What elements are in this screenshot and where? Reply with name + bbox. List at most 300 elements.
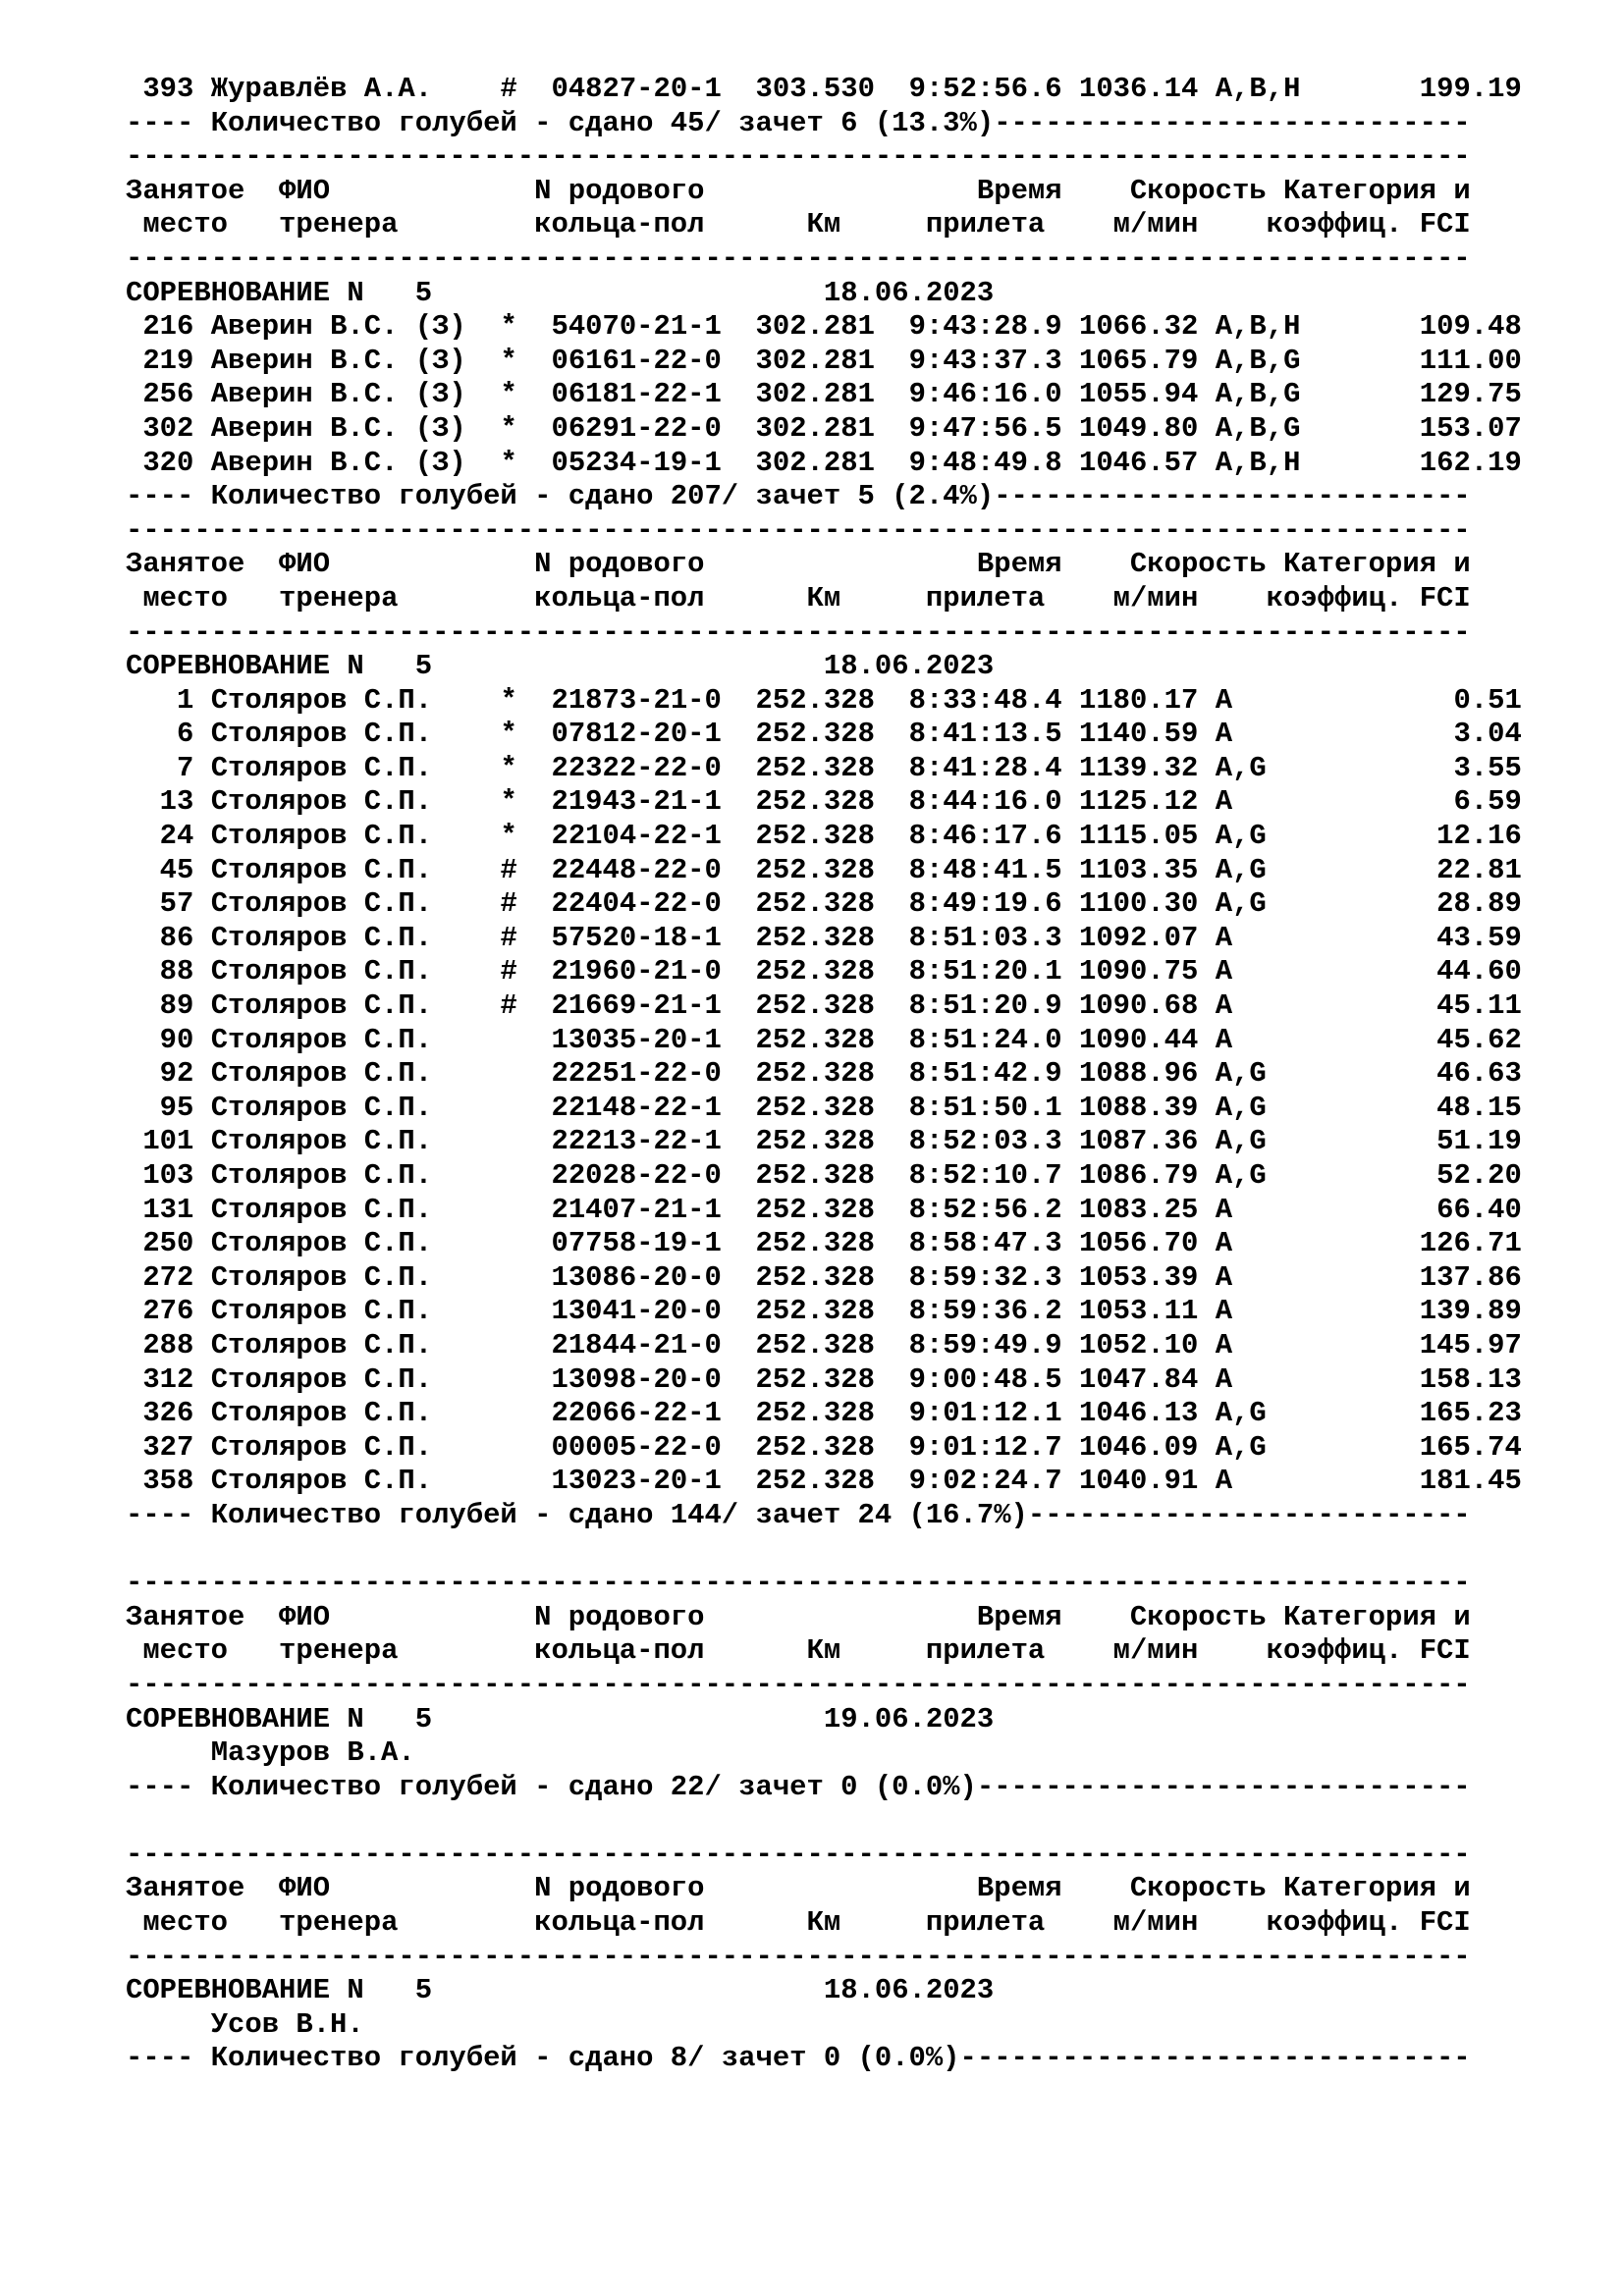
distance-km: 252.328 [755,751,875,784]
distance-km: 252.328 [755,1057,875,1091]
category: A,B,G [1215,344,1318,377]
result-row: 276 Столяров С.П. 13041-20-0 252.328 8:59:36.2 1053.11 A 139.89 [126,1295,1522,1328]
ring-number: 04827-20-1 [551,73,722,105]
participant: Усов В.Н. [210,2007,364,2041]
arrival-time: 9:52:56.6 [908,73,1062,105]
fci-coef: 28.89 [1317,887,1522,921]
distance-km: 302.281 [755,411,875,445]
fci-coef: 0.51 [1317,683,1522,717]
category: A,G [1215,853,1318,886]
fci-coef: 44.60 [1317,955,1522,988]
distance-km: 252.328 [755,1125,875,1158]
category: A [1215,1227,1318,1260]
result-row: 89 Столяров С.П. # 21669-21-1 252.328 8:51:20.9 1090.68 A 45.11 [126,989,1522,1023]
distance-km: 252.328 [755,1295,875,1328]
trainer-name: Аверин В.С. (З) [210,446,484,479]
result-row: 6 Столяров С.П. * 07812-20-1 252.328 8:41:13.5 1140.59 A 3.04 [126,718,1522,751]
result-row: 288 Столяров С.П. 21844-21-0 252.328 8:59:49.9 1052.10 A 145.97 [126,1328,1522,1362]
participant: Мазуров В.А. [210,1736,415,1770]
arrival-time: 9:46:16.0 [908,378,1062,411]
speed: 1115.05 [1079,820,1199,853]
speed: 1090.68 [1079,989,1199,1023]
result-row: 393 Журавлёв А.А. # 04827-20-1 303.530 9:52:56.6 1036.14 A,B,H 199.19 [126,73,1522,105]
arrival-time: 8:51:50.1 [908,1091,1062,1124]
category: A [1215,921,1318,954]
distance-km: 252.328 [755,1023,875,1056]
result-row: 7 Столяров С.П. * 22322-22-0 252.328 8:41:28.4 1139.32 A,G 3.55 [126,751,1522,784]
distance-km: 252.328 [755,1159,875,1192]
distance-km: 252.328 [755,1091,875,1124]
fci-coef: 145.97 [1317,1328,1522,1362]
result-row: 327 Столяров С.П. 00005-22-0 252.328 9:01:12.7 1046.09 A,G 165.74 [126,1430,1522,1464]
category: A [1215,989,1318,1023]
competition-date: 18.06.2023 [823,276,995,309]
result-row: 302 Аверин В.С. (З) * 06291-22-0 302.281 9:47:56.5 1049.80 A,B,G 153.07 [126,411,1522,445]
category: A [1215,1260,1318,1294]
mark: * [500,751,517,784]
summary-line: ---- Количество голубей - сдано 144/ зачет 24 (16.7%)-------------------------- [126,1498,1471,1531]
speed: 1046.13 [1079,1397,1199,1430]
distance-km: 252.328 [755,1465,875,1498]
header-row-1: Занятое ФИО N родового Время Скорость Категория и [126,174,1471,207]
distance-km: 252.328 [755,1430,875,1464]
trainer-name: Столяров С.П. [210,1091,484,1124]
speed: 1083.25 [1079,1193,1199,1226]
distance-km: 252.328 [755,1193,875,1226]
mark: # [500,921,517,954]
speed: 1053.11 [1079,1295,1199,1328]
trainer-name: Столяров С.П. [210,853,484,886]
competition-label: СОРЕВНОВАНИЕ N [126,1974,364,2007]
speed: 1055.94 [1079,378,1199,411]
mark [500,1227,516,1259]
category: A,G [1215,887,1318,921]
category: A [1215,718,1318,751]
distance-km: 252.328 [755,1397,875,1430]
arrival-time: 9:43:37.3 [908,344,1062,377]
fci-coef: 162.19 [1317,446,1522,479]
result-row: 45 Столяров С.П. # 22448-22-0 252.328 8:48:41.5 1103.35 A,G 22.81 [126,853,1522,886]
ring-number: 06161-22-0 [551,344,722,377]
ring-number: 21873-21-0 [551,683,722,717]
ring-number: 22066-22-1 [551,1397,722,1430]
competition-line [126,1703,1522,1737]
divider-line: ------------------------------------------------------------------------------- [126,1668,1471,1701]
result-row: 92 Столяров С.П. 22251-22-0 252.328 8:51:42.9 1088.96 A,G 46.63 [126,1057,1522,1091]
summary-line: ---- Количество голубей - сдано 207/ зачет 5 (2.4%)---------------------------- [126,480,1471,513]
distance-km: 302.281 [755,310,875,344]
category: A,G [1215,1430,1318,1464]
arrival-time: 8:51:24.0 [908,1023,1062,1056]
category: A [1215,1295,1318,1328]
speed: 1090.44 [1079,1023,1199,1056]
arrival-time: 8:49:19.6 [908,887,1062,921]
divider-line: ------------------------------------------------------------------------------- [126,513,1471,547]
competition-label: СОРЕВНОВАНИЕ N [126,1702,364,1735]
trainer-name: Столяров С.П. [210,1362,484,1396]
header-row-2: место тренера кольца-пол Км прилета м/мин коэффиц. FCI [126,1906,1471,1940]
competition-line [126,650,1522,684]
competition-number: 5 [414,1702,433,1735]
distance-km: 252.328 [755,1227,875,1260]
mark [500,1057,516,1090]
result-row: 1 Столяров С.П. * 21873-21-0 252.328 8:33:48.4 1180.17 A 0.51 [126,683,1522,717]
speed: 1040.91 [1079,1465,1199,1498]
category: A,G [1215,1159,1318,1192]
category: A [1215,1193,1318,1226]
speed: 1066.32 [1079,310,1199,344]
result-row: 358 Столяров С.П. 13023-20-1 252.328 9:02:24.7 1040.91 A 181.45 [126,1465,1522,1498]
mark: # [500,955,517,988]
arrival-time: 8:52:03.3 [908,1125,1062,1158]
blank-line [126,1533,1522,1568]
ring-number: 21943-21-1 [551,785,722,819]
mark: * [500,446,517,479]
category: A,G [1215,820,1318,853]
mark: * [500,718,517,751]
header-row-2: место тренера кольца-пол Км прилета м/мин коэффиц. FCI [126,1634,1471,1668]
distance-km: 303.530 [755,73,875,105]
speed: 1056.70 [1079,1227,1199,1260]
fci-coef: 153.07 [1317,411,1522,445]
header-row-2: место тренера кольца-пол Км прилета м/мин коэффиц. FCI [126,208,1471,241]
mark [500,1092,516,1124]
category: A,G [1215,1125,1318,1158]
summary-line: ---- Количество голубей - сдано 45/ зачет 6 (13.3%)---------------------------- [126,106,1471,139]
category: A [1215,955,1318,988]
category: A,G [1215,751,1318,784]
fci-coef: 3.55 [1317,751,1522,784]
mark [500,1024,516,1056]
distance-km: 252.328 [755,1328,875,1362]
competition-number: 5 [414,650,433,683]
mark [500,1329,516,1362]
fci-coef: 43.59 [1317,921,1522,954]
blank-line [126,1804,1522,1839]
ring-number: 13098-20-0 [551,1362,722,1396]
result-row: 250 Столяров С.П. 07758-19-1 252.328 8:58:47.3 1056.70 A 126.71 [126,1227,1522,1260]
fci-coef: 126.71 [1317,1227,1522,1260]
distance-km: 302.281 [755,446,875,479]
arrival-time: 8:51:20.9 [908,989,1062,1023]
speed: 1047.84 [1079,1362,1199,1396]
category: A,B,H [1215,73,1318,105]
ring-number: 13023-20-1 [551,1465,722,1498]
ring-number: 00005-22-0 [551,1430,722,1464]
mark: # [500,887,517,921]
divider-line: ------------------------------------------------------------------------------- [126,140,1471,174]
distance-km: 302.281 [755,378,875,411]
ring-number: 22148-22-1 [551,1091,722,1124]
fci-coef: 6.59 [1317,785,1522,819]
distance-km: 252.328 [755,820,875,853]
result-row: 216 Аверин В.С. (З) * 54070-21-1 302.281 9:43:28.9 1066.32 A,B,H 109.48 [126,310,1522,344]
speed: 1046.09 [1079,1430,1199,1464]
fci-coef: 22.81 [1317,853,1522,886]
competition-date: 19.06.2023 [823,1702,995,1735]
mark: * [500,378,517,411]
speed: 1049.80 [1079,411,1199,445]
category: A [1215,1362,1318,1396]
fci-coef: 111.00 [1317,344,1522,377]
speed: 1090.75 [1079,955,1199,988]
divider-line: ------------------------------------------------------------------------------- [126,241,1471,275]
result-row: 90 Столяров С.П. 13035-20-1 252.328 8:51:24.0 1090.44 A 45.62 [126,1023,1522,1056]
summary-line: ---- Количество голубей - сдано 22/ зачет 0 (0.0%)----------------------------- [126,1770,1471,1803]
arrival-time: 8:44:16.0 [908,785,1062,819]
trainer-name: Столяров С.П. [210,718,484,751]
speed: 1086.79 [1079,1159,1199,1192]
trainer-name: Столяров С.П. [210,1465,484,1498]
header-row-1: Занятое ФИО N родового Время Скорость Категория и [126,548,1471,581]
competition-label: СОРЕВНОВАНИЕ N [126,650,364,683]
trainer-name: Столяров С.П. [210,820,484,853]
trainer-name: Аверин В.С. (З) [210,310,484,344]
mark [500,1125,516,1157]
trainer-name: Столяров С.П. [210,1227,484,1260]
trainer-name: Столяров С.П. [210,1260,484,1294]
fci-coef: 129.75 [1317,378,1522,411]
ring-number: 57520-18-1 [551,921,722,954]
category: A,B,H [1215,446,1318,479]
speed: 1139.32 [1079,751,1199,784]
ring-number: 22404-22-0 [551,887,722,921]
results-sheet [126,73,1522,2076]
result-row: 219 Аверин В.С. (З) * 06161-22-0 302.281 9:43:37.3 1065.79 A,B,G 111.00 [126,344,1522,377]
arrival-time: 9:01:12.1 [908,1397,1062,1430]
ring-number: 21407-21-1 [551,1193,722,1226]
fci-coef: 165.23 [1317,1397,1522,1430]
arrival-time: 8:52:56.2 [908,1193,1062,1226]
ring-number: 06291-22-0 [551,411,722,445]
trainer-name: Столяров С.П. [210,1159,484,1192]
divider-line: ------------------------------------------------------------------------------- [126,615,1471,649]
mark [500,1194,516,1226]
ring-number: 21960-21-0 [551,955,722,988]
divider-line: ------------------------------------------------------------------------------- [126,1567,1471,1600]
mark: # [500,853,517,886]
speed: 1180.17 [1079,683,1199,717]
ring-number: 54070-21-1 [551,310,722,344]
competition-date: 18.06.2023 [823,1974,995,2007]
mark: * [500,820,517,853]
ring-number: 22028-22-0 [551,1159,722,1192]
mark: # [500,989,517,1023]
mark: * [500,411,517,445]
trainer-name: Столяров С.П. [210,1023,484,1056]
distance-km: 252.328 [755,989,875,1023]
ring-number: 22213-22-1 [551,1125,722,1158]
speed: 1065.79 [1079,344,1199,377]
fci-coef: 181.45 [1317,1465,1522,1498]
arrival-time: 8:59:49.9 [908,1328,1062,1362]
arrival-time: 8:48:41.5 [908,853,1062,886]
category: A [1215,785,1318,819]
distance-km: 252.328 [755,1362,875,1396]
arrival-time: 8:58:47.3 [908,1227,1062,1260]
result-row: 326 Столяров С.П. 22066-22-1 252.328 9:01:12.1 1046.13 A,G 165.23 [126,1397,1522,1430]
fci-coef: 199.19 [1317,73,1522,105]
distance-km: 252.328 [755,1260,875,1294]
result-row: 57 Столяров С.П. # 22404-22-0 252.328 8:49:19.6 1100.30 A,G 28.89 [126,887,1522,921]
result-row: 24 Столяров С.П. * 22104-22-1 252.328 8:46:17.6 1115.05 A,G 12.16 [126,820,1522,853]
trainer-name: Столяров С.П. [210,1295,484,1328]
arrival-time: 9:01:12.7 [908,1430,1062,1464]
speed: 1100.30 [1079,887,1199,921]
result-row: 312 Столяров С.П. 13098-20-0 252.328 9:00:48.5 1047.84 A 158.13 [126,1362,1522,1396]
ring-number: 07758-19-1 [551,1227,722,1260]
arrival-time: 8:51:42.9 [908,1057,1062,1091]
arrival-time: 8:41:28.4 [908,751,1062,784]
category: A [1215,1023,1318,1056]
result-row: 86 Столяров С.П. # 57520-18-1 252.328 8:51:03.3 1092.07 A 43.59 [126,921,1522,954]
ring-number: 21669-21-1 [551,989,722,1023]
competition-number: 5 [414,1974,433,2007]
speed: 1088.39 [1079,1091,1199,1124]
arrival-time: 9:43:28.9 [908,310,1062,344]
speed: 1092.07 [1079,921,1199,954]
ring-number: 13086-20-0 [551,1260,722,1294]
category: A,B,H [1215,310,1318,344]
header-row-1: Занятое ФИО N родового Время Скорость Категория и [126,1872,1471,1905]
result-row: 256 Аверин В.С. (З) * 06181-22-1 302.281 9:46:16.0 1055.94 A,B,G 129.75 [126,378,1522,411]
mark [500,1295,516,1327]
speed: 1087.36 [1079,1125,1199,1158]
result-row: 13 Столяров С.П. * 21943-21-1 252.328 8:44:16.0 1125.12 A 6.59 [126,785,1522,819]
fci-coef: 3.04 [1317,718,1522,751]
participant-name [126,2008,1522,2043]
arrival-time: 8:51:20.1 [908,955,1062,988]
fci-coef: 51.19 [1317,1125,1522,1158]
mark [500,1363,516,1396]
fci-coef: 12.16 [1317,820,1522,853]
speed: 1103.35 [1079,853,1199,886]
divider-line: ------------------------------------------------------------------------------- [126,1838,1471,1871]
arrival-time: 8:33:48.4 [908,683,1062,717]
fci-coef: 137.86 [1317,1260,1522,1294]
trainer-name: Столяров С.П. [210,751,484,784]
header-row-2: место тренера кольца-пол Км прилета м/мин коэффиц. FCI [126,581,1471,614]
ring-number: 07812-20-1 [551,718,722,751]
fci-coef: 48.15 [1317,1091,1522,1124]
mark [500,1159,516,1192]
trainer-name: Столяров С.П. [210,887,484,921]
trainer-name: Столяров С.П. [210,955,484,988]
trainer-name: Столяров С.П. [210,921,484,954]
trainer-name: Столяров С.П. [210,1397,484,1430]
ring-number: 05234-19-1 [551,446,722,479]
trainer-name: Столяров С.П. [210,1125,484,1158]
ring-number: 22448-22-0 [551,853,722,886]
fci-coef: 45.62 [1317,1023,1522,1056]
distance-km: 252.328 [755,683,875,717]
category: A,B,G [1215,378,1318,411]
trainer-name: Столяров С.П. [210,1328,484,1362]
result-row: 101 Столяров С.П. 22213-22-1 252.328 8:52:03.3 1087.36 A,G 51.19 [126,1125,1522,1158]
speed: 1088.96 [1079,1057,1199,1091]
result-row: 320 Аверин В.С. (З) * 05234-19-1 302.281 9:48:49.8 1046.57 A,B,H 162.19 [126,446,1522,479]
fci-coef: 158.13 [1317,1362,1522,1396]
speed: 1036.14 [1079,73,1199,105]
participant-name [126,1736,1522,1771]
ring-number: 22104-22-1 [551,820,722,853]
trainer-name: Столяров С.П. [210,1193,484,1226]
result-row: 95 Столяров С.П. 22148-22-1 252.328 8:51:50.1 1088.39 A,G 48.15 [126,1091,1522,1124]
category: A,G [1215,1091,1318,1124]
result-row: 103 Столяров С.П. 22028-22-0 252.328 8:52:10.7 1086.79 A,G 52.20 [126,1159,1522,1192]
competition-number: 5 [414,276,433,309]
distance-km: 252.328 [755,955,875,988]
competition-line [126,1974,1522,2008]
mark: * [500,683,517,717]
category: A,B,G [1215,411,1318,445]
category: A,G [1215,1057,1318,1091]
trainer-name: Столяров С.П. [210,1057,484,1091]
header-row-1: Занятое ФИО N родового Время Скорость Категория и [126,1600,1471,1633]
fci-coef: 52.20 [1317,1159,1522,1192]
arrival-time: 8:59:32.3 [908,1260,1062,1294]
distance-km: 252.328 [755,785,875,819]
ring-number: 22251-22-0 [551,1057,722,1091]
fci-coef: 165.74 [1317,1430,1522,1464]
speed: 1052.10 [1079,1328,1199,1362]
mark [500,1431,516,1464]
distance-km: 252.328 [755,887,875,921]
mark: # [500,73,517,105]
divider-line: ------------------------------------------------------------------------------- [126,1940,1471,1973]
arrival-time: 9:02:24.7 [908,1465,1062,1498]
trainer-name: Аверин В.С. (З) [210,411,484,445]
trainer-name: Столяров С.П. [210,1430,484,1464]
category: A [1215,683,1318,717]
fci-coef: 45.11 [1317,989,1522,1023]
category: A [1215,1465,1318,1498]
result-row: 272 Столяров С.П. 13086-20-0 252.328 8:59:32.3 1053.39 A 137.86 [126,1260,1522,1294]
arrival-time: 9:00:48.5 [908,1362,1062,1396]
distance-km: 252.328 [755,853,875,886]
mark [500,1261,516,1294]
ring-number: 06181-22-1 [551,378,722,411]
distance-km: 252.328 [755,921,875,954]
arrival-time: 8:51:03.3 [908,921,1062,954]
ring-number: 13035-20-1 [551,1023,722,1056]
fci-coef: 109.48 [1317,310,1522,344]
trainer-name: Журавлёв А.А. [210,73,484,105]
distance-km: 302.281 [755,344,875,377]
mark [500,1397,516,1429]
speed: 1046.57 [1079,446,1199,479]
trainer-name: Столяров С.П. [210,989,484,1023]
competition-label: СОРЕВНОВАНИЕ N [126,276,364,309]
arrival-time: 9:47:56.5 [908,411,1062,445]
arrival-time: 8:46:17.6 [908,820,1062,853]
trainer-name: Столяров С.П. [210,683,484,717]
speed: 1140.59 [1079,718,1199,751]
summary-line: ---- Количество голубей - сдано 8/ зачет 0 (0.0%)------------------------------ [126,2042,1471,2075]
ring-number: 22322-22-0 [551,751,722,784]
category: A [1215,1328,1318,1362]
arrival-time: 8:52:10.7 [908,1159,1062,1192]
result-row: 88 Столяров С.П. # 21960-21-0 252.328 8:51:20.1 1090.75 A 44.60 [126,955,1522,988]
speed: 1125.12 [1079,785,1199,819]
ring-number: 21844-21-0 [551,1328,722,1362]
speed: 1053.39 [1079,1260,1199,1294]
arrival-time: 8:41:13.5 [908,718,1062,751]
mark: * [500,344,517,377]
trainer-name: Столяров С.П. [210,785,484,819]
trainer-name: Аверин В.С. (З) [210,344,484,377]
distance-km: 252.328 [755,718,875,751]
